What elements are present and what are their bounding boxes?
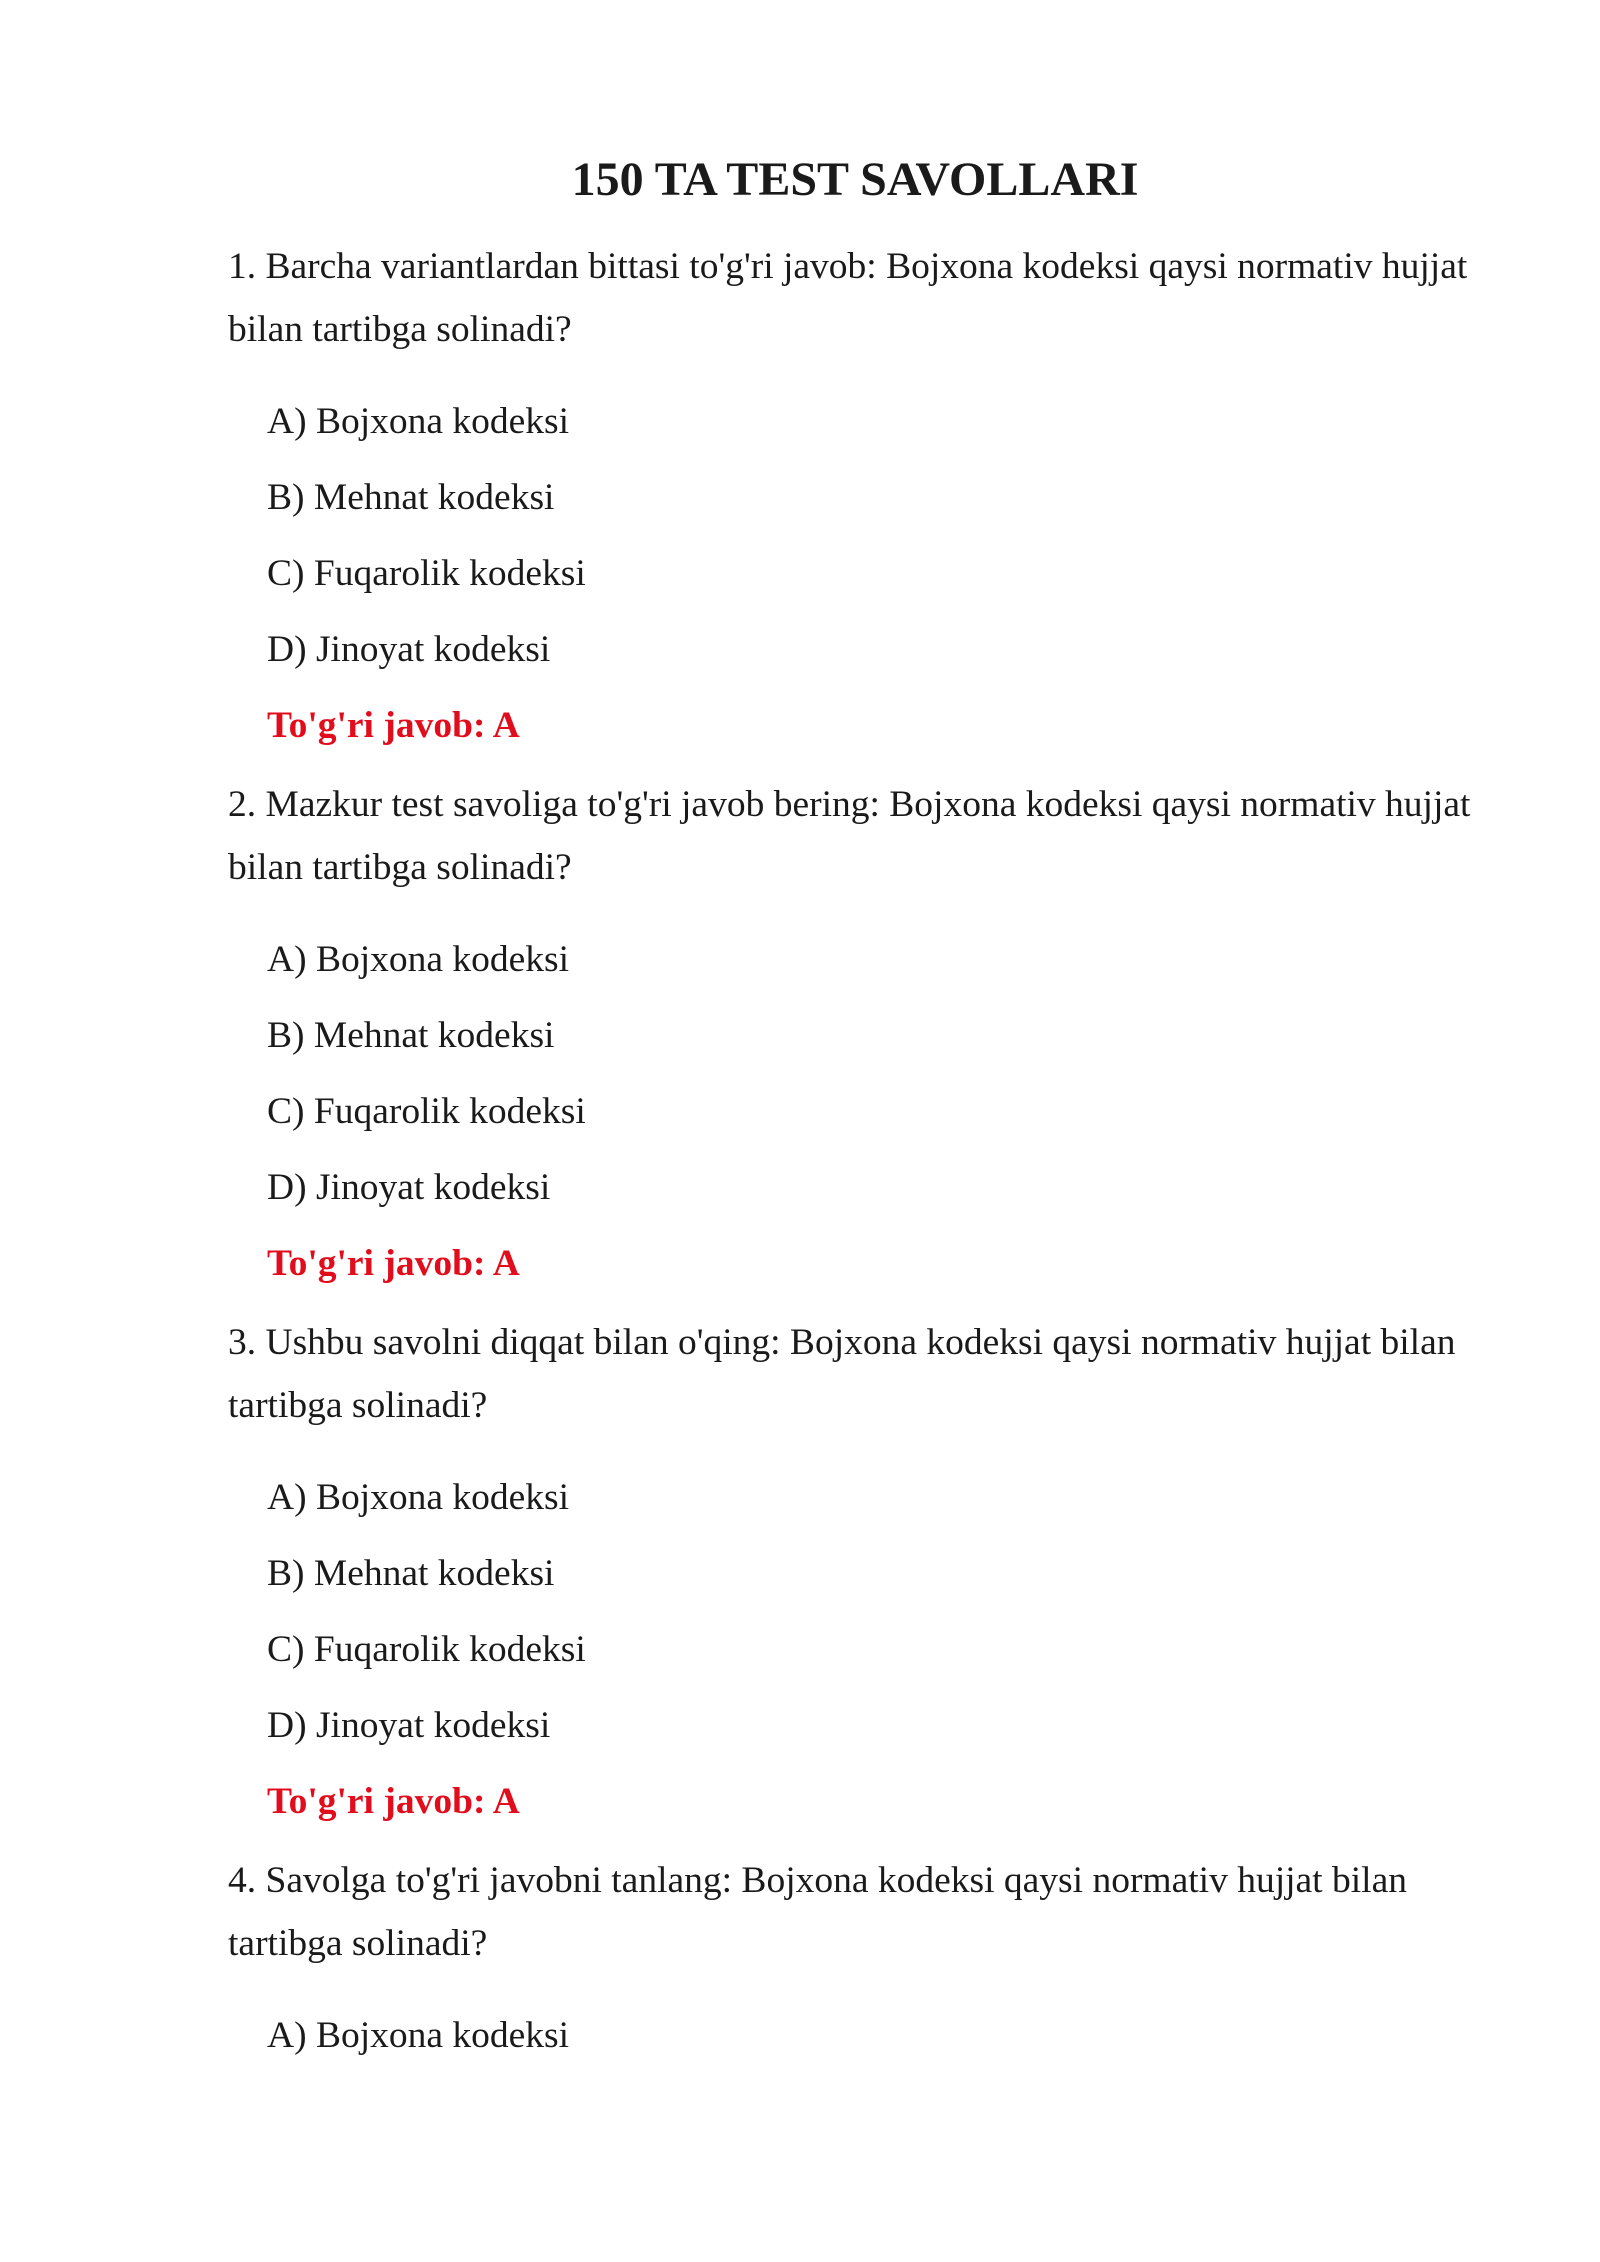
option-d: D) Jinoyat kodeksi [267,629,551,670]
question-text: 2. Mazkur test savoliga to'g'ri javob bering: Bojxona kodeksi qaysi normativ hujjat bilan tartibga solinadi? [228,784,1471,888]
option-a: A) Bojxona kodeksi [267,1477,570,1518]
question-3 [228,1311,1504,1840]
option-c: C) Fuqarolik kodeksi [267,553,586,594]
option-d: D) Jinoyat kodeksi [267,1167,551,1208]
correct-answer: To'g'ri javob: A [267,1781,520,1822]
option-b: B) Mehnat kodeksi [267,1015,555,1056]
question-text: 3. Ushbu savolni diqqat bilan o'qing: Bojxona kodeksi qaysi normativ hujjat bilan tartibga solinadi? [228,1322,1456,1426]
option-a: A) Bojxona kodeksi [267,401,570,442]
option-a: A) Bojxona kodeksi [267,2015,570,2056]
question-1 [228,235,1504,764]
option-a: A) Bojxona kodeksi [267,939,570,980]
correct-answer: To'g'ri javob: A [267,705,520,746]
option-c: C) Fuqarolik kodeksi [267,1091,586,1132]
question-text: 4. Savolga to'g'ri javobni tanlang: Bojxona kodeksi qaysi normativ hujjat bilan tartibga solinadi? [228,1860,1407,1964]
question-2 [228,773,1504,1302]
option-b: B) Mehnat kodeksi [267,1553,555,1594]
correct-answer: To'g'ri javob: A [267,1243,520,1284]
option-d: D) Jinoyat kodeksi [267,1705,551,1746]
option-c: C) Fuqarolik kodeksi [267,1629,586,1670]
question-text: 1. Barcha variantlardan bittasi to'g'ri javob: Bojxona kodeksi qaysi normativ hujjat bilan tartibga solinadi? [228,246,1468,350]
document-title: 150 TA TEST SAVOLLARI [571,153,1139,206]
option-b: B) Mehnat kodeksi [267,477,555,518]
question-4 [228,1849,1504,2074]
